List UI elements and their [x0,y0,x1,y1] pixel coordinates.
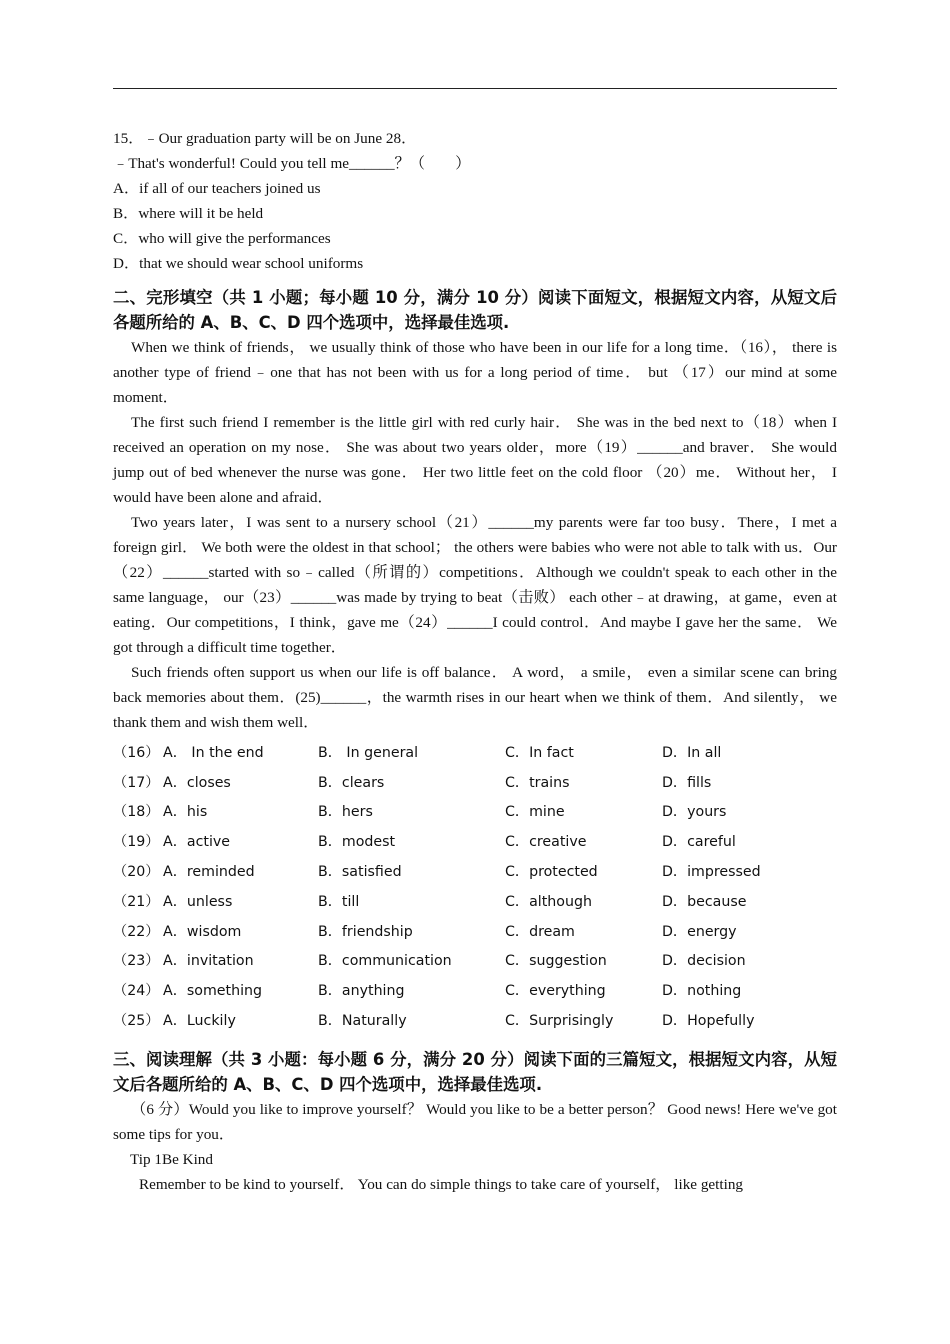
option-a: A．wisdom [163,923,242,940]
q15-line1: 15．﹣Our graduation party will be on June 28． [113,130,417,147]
question-number: （18） [113,804,160,821]
option-c: C．Surprisingly [505,1013,614,1030]
option-a: A．active [163,834,231,851]
option-d: D．nothing [662,983,742,1000]
option-b: B．modest [318,834,396,851]
cloze-paragraph-1: When we think of friends， we usually think of those who have been in our life for a long time．（16）， there is another type of friend﹣one that has not been with us for a long period of time． but （17）our mind at some moment． [113,339,837,406]
option-row-22 [113,916,837,946]
cloze-paragraph-3: Two years later，I was sent to a nursery school（21）______my parents were far too busy．There，I met a foreign girl． We both were the oldest in that school； the others were babies who were not able to talk with us．Our（22）______started with so﹣called（所谓的）competitions．Although we couldn't speak to each other in the same language， our（23）______was made by trying to beat（击败） each other﹣at drawing，at game，even at eating．Our competitions，I think，gave me（24）______I could control．And maybe I gave her the same． We got through a difficult time together． [113,514,837,656]
cloze-paragraph-2: The first such friend I remember is the little girl with red curly hair． She was in the bed next to（18）when I received an operation on my nose． She was about two years older，more（19）______and braver． She would jump out of bed whenever the nurse was gone． Her two little feet on the cold floor （20）me． Without her， I would have been alone and afraid． [113,414,837,506]
option-row-16 [113,737,837,767]
option-c: C．In fact [505,744,574,761]
option-row-25 [113,1005,837,1035]
cloze-paragraph-4: Such friends often support us when our life is off balance． A word， a smile， even a similar scene can bring back memories about them．(25)______，the warmth rises in our heart when we think of them．And silently， we thank them and wish them well． [113,664,837,731]
section3-heading: 三、阅读理解（共 3 小题：每小题 6 分，满分 20 分）阅读下面的三篇短文，根据短文内容，从短文后各题所给的 A、B、C、D 四个选项中，选择最佳选项. [113,1049,837,1094]
option-b: B．clears [318,774,385,791]
option-d: D．because [662,893,747,910]
option-a: A．his [163,804,208,821]
q15-option-d: D．that we should wear school uniforms [113,255,364,272]
option-row-24 [113,975,837,1005]
reading-intro: （6 分）Would you like to improve yourself？ Would you like to be a better person？ Good news! Here we've got some tips for you． [113,1100,837,1143]
tip-text: Remember to be kind to yourself． You can do simple things to take care of yourself， like getting [139,1175,744,1193]
question-number: （20） [113,864,160,881]
option-row-23 [113,946,837,976]
option-d: D．yours [662,804,727,821]
option-row-17 [113,767,837,797]
option-d: D．careful [662,834,736,851]
option-d: D．In all [662,744,722,761]
option-a: A．something [163,983,263,1000]
option-d: D．Hopefully [662,1013,755,1030]
option-a: A．invitation [163,953,254,970]
option-c: C．trains [505,774,570,791]
option-c: C．dream [505,923,575,940]
q15-option-c: C．who will give the performances [113,230,331,247]
option-a: A．Luckily [163,1013,236,1030]
option-b: B．hers [318,804,373,821]
option-row-18 [113,797,837,827]
question-number: （21） [113,893,160,910]
option-a: A．closes [163,774,231,791]
option-b: B．Naturally [318,1013,407,1030]
question-number: （22） [113,923,160,940]
option-a: A． In the end [163,744,264,761]
question-number: （23） [113,953,160,970]
cloze-passage [113,335,837,735]
option-b: B．till [318,893,360,910]
option-row-21 [113,886,837,916]
option-d: D．energy [662,923,737,940]
option-a: A．reminded [163,864,255,881]
option-d: D．decision [662,953,746,970]
option-a: A．unless [163,893,233,910]
option-row-20 [113,856,837,886]
option-c: C．suggestion [505,953,607,970]
section2-heading: 二、完形填空（共 1 小题；每小题 10 分，满分 10 分）阅读下面短文，根据短文内容，从短文后各题所给的 A、B、C、D 四个选项中，选择最佳选项. [113,288,837,332]
option-b: B．communication [318,953,452,970]
option-d: D．impressed [662,864,761,881]
option-c: C．although [505,893,592,910]
q15-line2: ﹣That's wonderful! Could you tell me______？（ ） [113,155,471,172]
option-c: C．creative [505,834,587,851]
option-b: B． In general [318,744,419,761]
question-number: （25） [113,1013,160,1030]
q15-option-b: B．where will it be held [113,205,264,222]
option-b: B．anything [318,983,405,1000]
option-c: C．protected [505,864,598,881]
question-15 [113,126,837,276]
header-rule [113,88,837,89]
page-content [113,126,837,1197]
option-row-19 [113,826,837,856]
q15-option-a: A．if all of our teachers joined us [113,180,321,197]
question-number: （16） [113,744,160,761]
option-c: C．everything [505,983,606,1000]
option-b: B．satisfied [318,864,402,881]
option-d: D．fills [662,774,712,791]
question-number: （17） [113,774,160,791]
option-b: B．friendship [318,923,413,940]
tip-title: Tip 1Be Kind [130,1150,213,1168]
question-number: （19） [113,834,160,851]
option-c: C．mine [505,804,565,821]
cloze-options-table [113,737,837,1035]
question-number: （24） [113,983,160,1000]
